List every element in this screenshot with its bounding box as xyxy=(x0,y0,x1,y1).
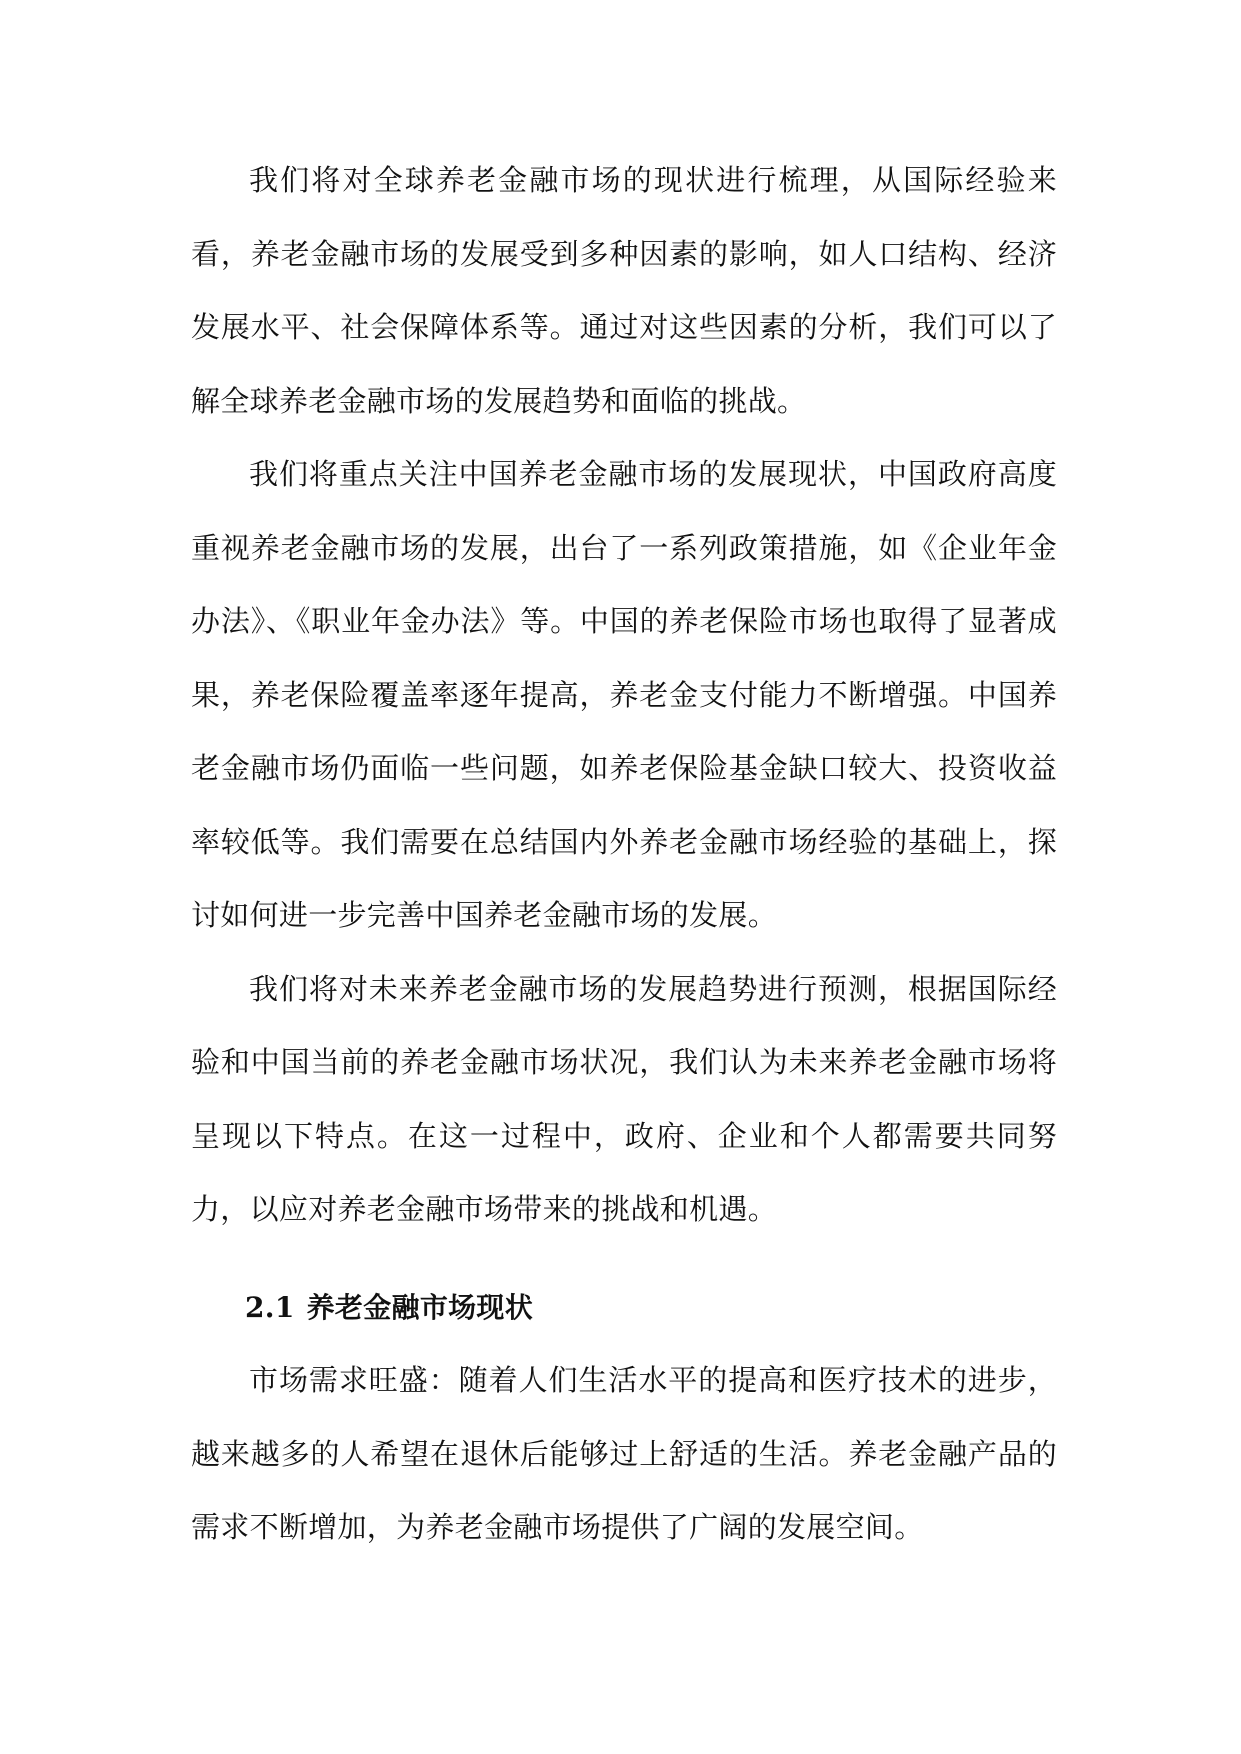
section-heading xyxy=(191,1271,1057,1345)
section-number: 2.1 xyxy=(245,1290,295,1324)
paragraph-china-market: 我们将重点关注中国养老金融市场的发展现状，中国政府高度重视养老金融市场的发展，出台了一系列政策措施，如《企业年金办法》、《职业年金办法》等。中国的养老保险市场也取得了显著成果，养老保险覆盖率逐年提高，养老金支付能力不断增强。中国养老金融市场仍面临一些问题，如养老保险基金缺口较大、投资收益率较低等。我们需要在总结国内外养老金融市场经验的基础上，探讨如何进一步完善中国养老金融市场的发展。 xyxy=(191,457,1057,932)
section-title: 养老金融市场现状 xyxy=(306,1290,534,1324)
paragraph-future-trends: 我们将对未来养老金融市场的发展趋势进行预测，根据国际经验和中国当前的养老金融市场状况，我们认为未来养老金融市场将呈现以下特点。在这一过程中，政府、企业和个人都需要共同努力，以应对养老金融市场带来的挑战和机遇。 xyxy=(191,971,1057,1226)
document-body xyxy=(191,144,1057,1565)
paragraph-market-demand: 市场需求旺盛：随着人们生活水平的提高和医疗技术的进步，越来越多的人希望在退休后能够过上舒适的生活。养老金融产品的需求不断增加，为养老金融市场提供了广阔的发展空间。 xyxy=(191,1363,1057,1544)
paragraph-global-market: 我们将对全球养老金融市场的现状进行梳理，从国际经验来看，养老金融市场的发展受到多种因素的影响，如人口结构、经济发展水平、社会保障体系等。通过对这些因素的分析，我们可以了解全球养老金融市场的发展趋势和面临的挑战。 xyxy=(191,163,1057,418)
